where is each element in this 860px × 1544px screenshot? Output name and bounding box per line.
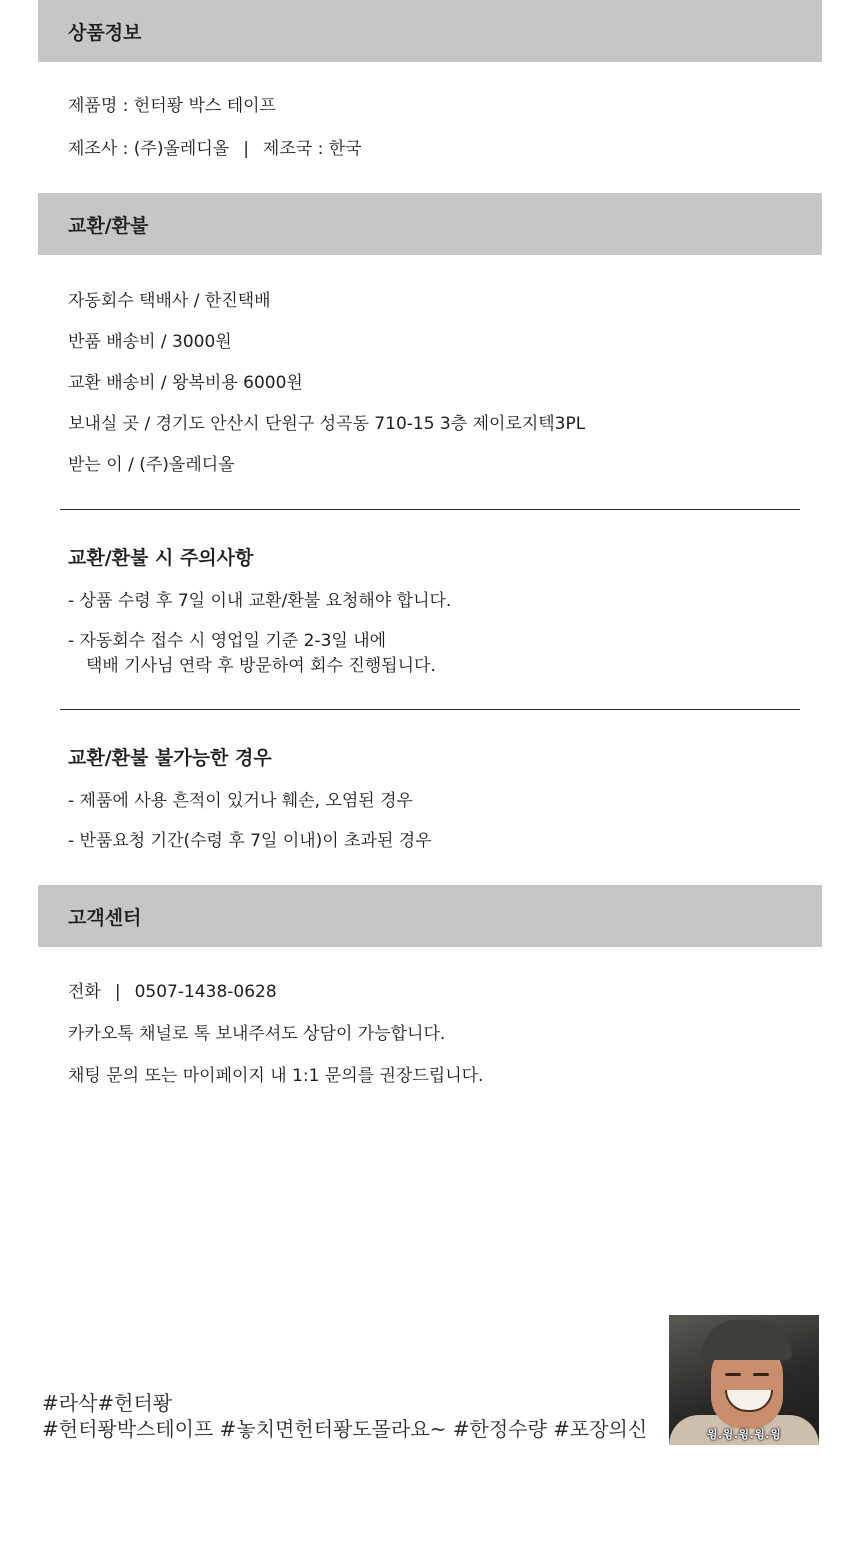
customer-center-title: 고객센터 [68, 906, 142, 929]
exchange-fee-line: 교환 배송비 / 왕복비용 6000원 [68, 373, 303, 393]
smiling-man-photo [669, 1315, 819, 1445]
exchange-refund-title: 교환/환불 [68, 214, 149, 237]
phone-number: 0507-1438-0628 [134, 982, 277, 1002]
notice-item: - 자동회수 접수 시 영업일 기준 2-3일 내에 [68, 631, 387, 651]
not-allowed-title: 교환/환불 불가능한 경우 [68, 747, 272, 769]
country-text: 제조국 : 한국 [262, 139, 362, 159]
notice-title: 교환/환불 시 주의사항 [68, 547, 254, 569]
product-info-title: 상품정보 [68, 21, 142, 44]
hashtags-line-1: #라삭#헌터퐝 [42, 1391, 173, 1415]
kakao-line: 카카오톡 채널로 톡 보내주셔도 상담이 가능합니다. [68, 1024, 446, 1044]
notice-item-continued: 택배 기사님 연락 후 방문하여 회수 진행됩니다. [86, 656, 436, 676]
divider [60, 509, 800, 510]
notice-item: - 상품 수령 후 7일 이내 교환/환불 요청해야 합니다. [68, 591, 452, 611]
customer-center-header [38, 885, 822, 947]
product-info-header [38, 0, 822, 62]
recipient-line: 받는 이 / (주)올레디올 [68, 455, 235, 475]
return-address-line: 보내실 곳 / 경기도 안산시 단원구 성곡동 710-15 3층 제이로지텍3PL [68, 414, 586, 434]
not-allowed-item: - 제품에 사용 흔적이 있거나 훼손, 오염된 경우 [68, 791, 413, 811]
not-allowed-item: - 반품요청 기간(수령 후 7일 이내)이 초과된 경우 [68, 831, 432, 851]
return-courier-line: 자동회수 택배사 / 한진택배 [68, 291, 271, 311]
product-name-line: 제품명 : 헌터퐝 박스 테이프 [68, 96, 276, 116]
photo-caption: 윙.윙.윙.윙.윙 [706, 1428, 782, 1441]
maker-text: 제조사 : (주)올레디올 [68, 139, 230, 159]
chat-inquiry-line: 채팅 문의 또는 마이페이지 내 1:1 문의를 권장드립니다. [68, 1066, 484, 1086]
divider [60, 709, 800, 710]
phone-label: 전화 [68, 982, 101, 1002]
hashtags-line-2: #헌터퐝박스테이프 #놓치면헌터퐝도몰라요~ #한정수량 #포장의신 [42, 1417, 648, 1441]
phone-line [68, 981, 277, 1003]
return-fee-line: 반품 배송비 / 3000원 [68, 332, 232, 352]
separator: | [114, 982, 121, 1002]
separator: | [243, 139, 249, 159]
exchange-refund-header [38, 193, 822, 255]
maker-country-line [68, 138, 362, 160]
